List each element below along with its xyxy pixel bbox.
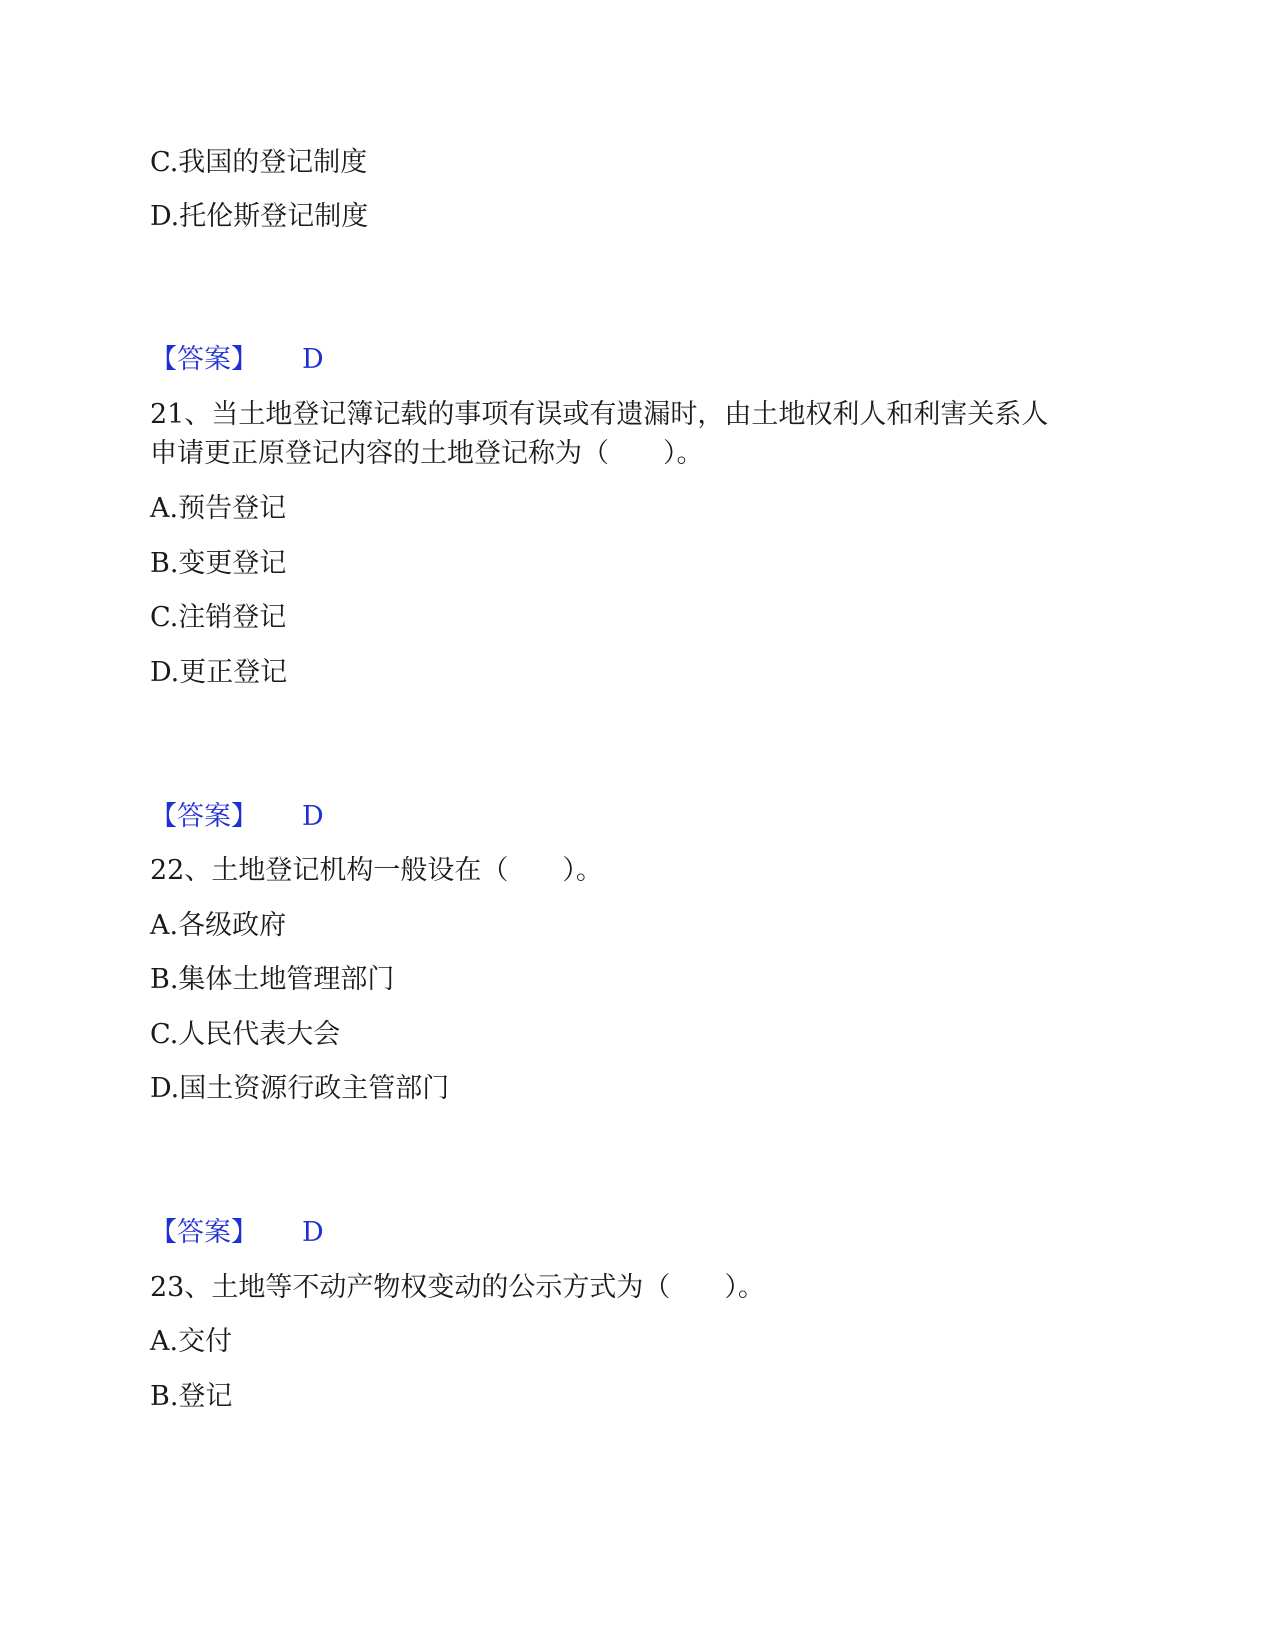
question-22-option-c: C.人民代表大会 (150, 1019, 341, 1050)
answer-label: 【答案】 (150, 801, 258, 832)
answer-value: D (302, 1217, 324, 1248)
answer-value: D (302, 801, 324, 832)
question-23-stem: 23、土地等不动产物权变动的公示方式为（ ）。 (150, 1272, 765, 1303)
question-23-option-a: A.交付 (150, 1326, 233, 1357)
question-22-option-d: D.国土资源行政主管部门 (150, 1073, 450, 1104)
question-21-option-c: C.注销登记 (150, 602, 287, 633)
answer-block (150, 343, 324, 377)
question-22-stem: 22、土地登记机构一般设在（ ）。 (150, 855, 603, 886)
question-21-stem-line2: 申请更正原登记内容的土地登记称为（ ）。 (150, 438, 704, 469)
answer-value: D (302, 344, 324, 375)
option-c: C.我国的登记制度 (150, 147, 368, 178)
question-21-stem-line1: 21、当土地登记簿记载的事项有误或有遗漏时，由土地权利人和利害关系人 (150, 399, 1049, 430)
option-d: D.托伦斯登记制度 (150, 201, 369, 232)
question-22-option-a: A.各级政府 (150, 910, 287, 941)
answer-label: 【答案】 (150, 344, 258, 375)
question-22-answer-block (150, 1216, 324, 1250)
question-21-option-a: A.预告登记 (150, 493, 287, 524)
question-21-answer-block (150, 800, 324, 834)
answer-label: 【答案】 (150, 1217, 258, 1248)
question-22-option-b: B.集体土地管理部门 (150, 964, 395, 995)
question-21-option-d: D.更正登记 (150, 657, 288, 688)
question-21-option-b: B.变更登记 (150, 548, 287, 579)
question-23-option-b: B.登记 (150, 1381, 233, 1412)
